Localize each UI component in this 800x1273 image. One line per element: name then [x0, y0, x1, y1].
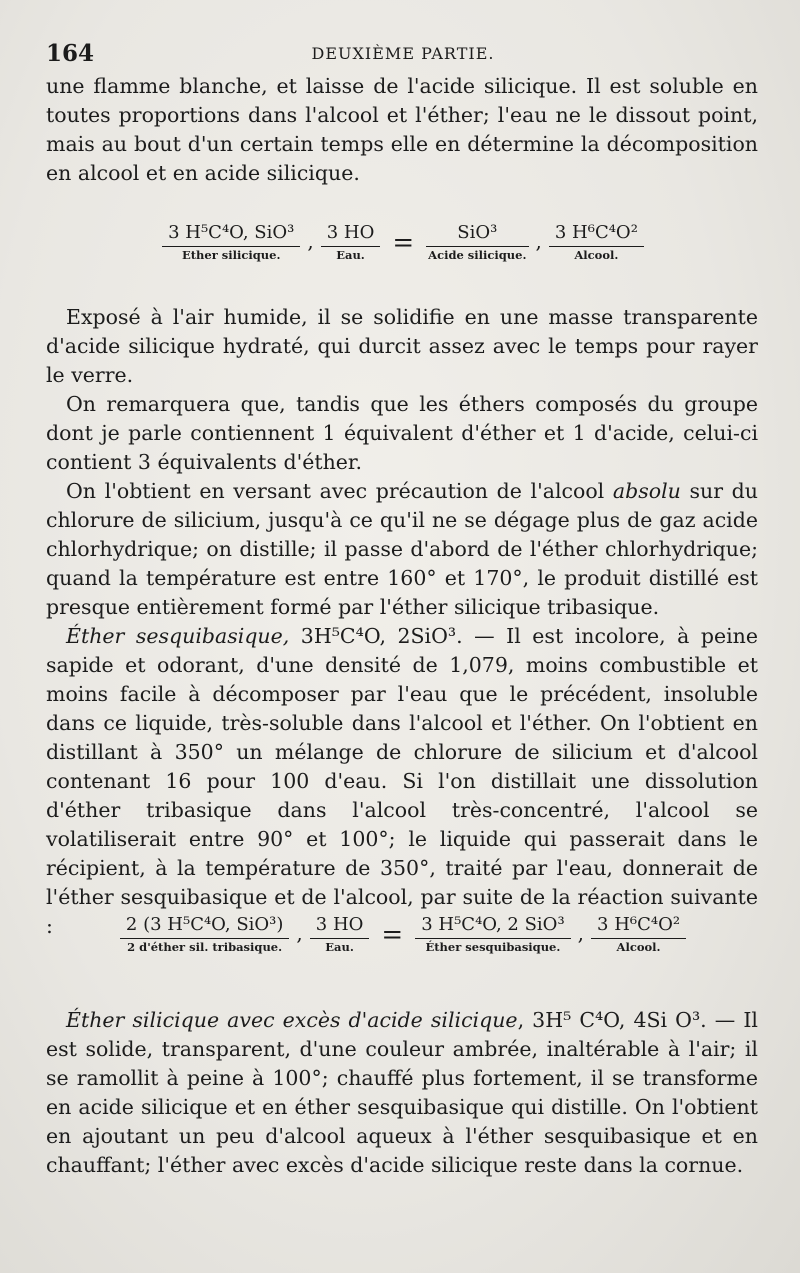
- paragraph-obtient: [46, 477, 758, 622]
- term-label: Eau.: [336, 248, 365, 262]
- formula2-term1: [120, 912, 290, 956]
- term-formula: 3 HO: [326, 222, 375, 243]
- paragraph-exces: [46, 1006, 758, 1180]
- term-formula: 3 H⁶C⁴O²: [554, 222, 638, 243]
- equals-sign: =: [392, 228, 415, 258]
- intro-text: une flamme blanche, et laisse de l'acide silicique. Il est soluble en toutes proportions dans l'alcool et l'éther; l'eau ne le dissout point, mais au bout d'un certain temps elle en détermine la décomposition en alcool et en acide silicique.: [46, 74, 758, 185]
- term-label: Acide silicique.: [428, 248, 527, 262]
- equals-sign: =: [381, 920, 404, 950]
- paragraph-remarque: On remarquera que, tandis que les éthers composés du groupe dont je parle contiennent 1 équivalent d'éther et 1 d'acide, celui-ci contient 3 équivalents d'éther.: [46, 392, 758, 474]
- formula2-term4: [591, 912, 686, 956]
- formula2-term2: [310, 912, 370, 956]
- sesqui-title: Éther sesquibasique,: [66, 624, 290, 648]
- term-label: Éther sesquibasique.: [425, 940, 561, 954]
- paragraph-intro: [46, 72, 758, 188]
- formula1-term3: [426, 220, 528, 264]
- term-label: Ether silicique.: [181, 248, 281, 262]
- sesqui-text: 3H⁵C⁴O, 2SiO³. — Il est incolore, à peine sapide et odorant, d'une densité de 1,079, moins combustible et moins facile à décomposer par l'eau que le précédent, insoluble dans ce liquide, très-soluble dans l'alcool et l'éther. On l'obtient en distillant à 350° un mélange de chlorure de silicium et d'alcool contenant 16 pour 100 d'eau. Si l'on distillait une dissolution d'éther tribasique dans l'alcool très-concentré, l'alcool se volatiliserait entre 90° et 100°; le liquide qui passerait dans le récipient, à la température de 350°, traité par l'eau, donnerait de l'éther sesquibasique et de l'alcool, par suite de la réaction suivante :: [46, 624, 758, 938]
- formula-reaction: [46, 912, 760, 972]
- separator: ,: [535, 229, 542, 253]
- paragraph-sesquibasique: [46, 622, 758, 941]
- page-number: 164: [46, 40, 95, 67]
- obtient-before: On l'obtient en versant avec précaution de l'alcool: [66, 479, 613, 503]
- body-text-end: [46, 1006, 758, 1180]
- paragraph-expose: Exposé à l'air humide, il se solidifie en une masse transparente d'acide silicique hydraté, qui durcit assez avec le temps pour rayer le verre.: [46, 305, 758, 387]
- term-label: Alcool.: [616, 940, 661, 954]
- formula1-term4: [549, 220, 644, 264]
- body-text: [46, 303, 758, 941]
- separator: ,: [577, 921, 585, 945]
- term-label: Alcool.: [574, 248, 619, 262]
- term-formula: 3 HO: [315, 914, 364, 935]
- term-formula: SiO³: [457, 222, 498, 243]
- page-header: [46, 40, 760, 70]
- exces-title: Éther silicique avec excès d'acide silicique: [66, 1008, 518, 1032]
- term-label: Eau.: [325, 940, 354, 954]
- formula1-term2: [321, 220, 381, 264]
- formula-decomposition: [46, 220, 760, 280]
- term-formula: 3 H⁵C⁴O, SiO³: [168, 222, 295, 243]
- formula1-term1: [162, 220, 300, 264]
- separator: ,: [296, 921, 303, 945]
- term-formula: 3 H⁶C⁴O²: [597, 914, 681, 935]
- obtient-italic: absolu: [612, 479, 681, 503]
- term-formula: 3 H⁵C⁴O, 2 SiO³: [421, 914, 565, 935]
- obtient-after: sur du chlorure de silicium, jusqu'à ce qu'il ne se dégage plus de gaz acide chlorhydrique; on distille; il passe d'abord de l'éther chlorhydrique; quand la température est entre 160° et 170°, le produit distillé est presque entièrement formé par l'éther silicique tribasique.: [46, 479, 758, 619]
- term-formula: 2 (3 H⁵C⁴O, SiO³): [125, 914, 284, 935]
- exces-text: , 3H⁵ C⁴O, 4Si O³. — Il est solide, transparent, d'une couleur ambrée, inaltérable à l'air; il se ramollit à peine à 100°; chauffé plus fortement, il se transforme en acide silicique et en éther sesquibasique qui distille. On l'obtient en ajoutant un peu d'alcool aqueux à l'éther sesquibasique et en chauffant; l'éther avec excès d'acide silicique reste dans la cornue.: [46, 1008, 758, 1177]
- formula2-term3: [415, 912, 570, 956]
- term-label: 2 d'éther sil. tribasique.: [127, 940, 283, 954]
- running-title: DEUXIÈME PARTIE.: [311, 44, 495, 63]
- separator: ,: [307, 229, 314, 253]
